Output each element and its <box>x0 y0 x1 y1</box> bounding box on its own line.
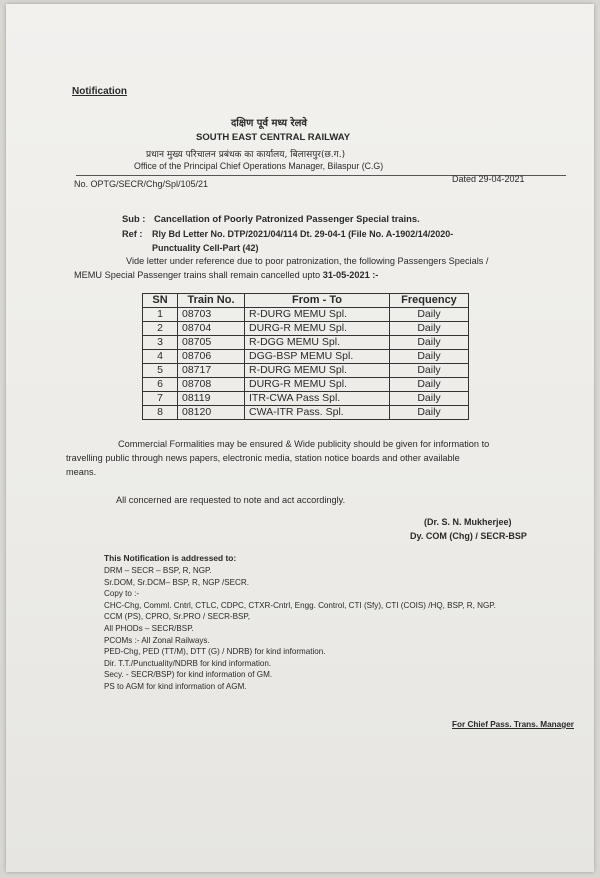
reference-number: No. OPTG/SECR/Chg/Spl/105/21 <box>74 179 209 189</box>
cell-frequency: Daily <box>390 336 469 350</box>
cell-frequency: Daily <box>390 406 469 420</box>
footer-signature-line: For Chief Pass. Trans. Manager <box>452 720 574 729</box>
publicity-line-3-text: means. <box>66 467 97 477</box>
table-row <box>143 378 469 392</box>
intro-line-1: Vide letter under reference due to poor patronization, the following Passengers Specials / <box>126 256 489 266</box>
ref-label: Ref : <box>122 229 143 239</box>
subject-text: Cancellation of Poorly Patronized Passenger Special trains. <box>154 213 420 224</box>
cell-frequency: Daily <box>390 322 469 336</box>
cell-from-to: CWA-ITR Pass. Spl. <box>245 406 390 420</box>
header-train-no: Train No. <box>178 294 245 308</box>
cell-train-no: 08705 <box>178 336 245 350</box>
cell-from-to: R-DURG MEMU Spl. <box>245 308 390 322</box>
intro-line-2-text: MEMU Special Passenger trains shall remain cancelled upto <box>74 270 323 280</box>
cell-from-to: DGG-BSP MEMU Spl. <box>245 350 390 364</box>
cell-frequency: Daily <box>390 378 469 392</box>
list-item: DRM – SECR – BSP, R, NGP. <box>104 566 212 575</box>
addressed-to-heading: This Notification is addressed to: <box>104 553 237 563</box>
header-frequency: Frequency <box>390 294 469 308</box>
cell-from-to: ITR-CWA Pass Spl. <box>245 392 390 406</box>
document-page <box>6 4 594 872</box>
notification-heading: Notification <box>72 86 127 97</box>
cell-frequency: Daily <box>390 392 469 406</box>
list-item: Copy to :- <box>104 589 140 599</box>
cell-frequency: Daily <box>390 350 469 364</box>
cell-train-no: 08717 <box>178 364 245 378</box>
ref-line-2: Punctuality Cell-Part (42) <box>152 243 259 253</box>
cell-train-no: 08706 <box>178 350 245 364</box>
office-name-english: Office of the Principal Chief Operations Manager, Bilaspur (C.G) <box>134 161 384 171</box>
table-row <box>143 308 469 322</box>
list-item: Dir. T.T./Punctuality/NDRB for kind information. <box>104 658 272 668</box>
document-date: Dated 29-04-2021 <box>452 174 525 184</box>
cell-frequency: Daily <box>390 364 469 378</box>
cell-sn: 6 <box>143 378 178 392</box>
cell-from-to: R-DURG MEMU Spl. <box>245 364 390 378</box>
intro-line-2 <box>74 268 378 282</box>
table-row <box>143 364 469 378</box>
table-header-row <box>143 294 469 308</box>
cell-sn: 5 <box>143 364 178 378</box>
list-item: PED-Chg, PED (TT/M), DTT (G) / NDRB) for kind information. <box>104 647 326 657</box>
list-item: Sr.DOM, Sr.DCM– BSP, R, NGP /SECR. <box>104 577 249 587</box>
cell-train-no: 08119 <box>178 392 245 406</box>
cell-train-no: 08708 <box>178 378 245 392</box>
header-from-to: From - To <box>245 294 390 308</box>
publicity-line-1: Commercial Formalities may be ensured & Wide publicity should be given for information to <box>118 439 490 449</box>
table-row <box>143 322 469 336</box>
header-sn: SN <box>143 294 178 308</box>
cell-from-to: DURG-R MEMU Spl. <box>245 378 390 392</box>
table-row <box>143 406 469 420</box>
table-row <box>143 392 469 406</box>
cell-frequency: Daily <box>390 308 469 322</box>
list-item: PS to AGM for kind information of AGM. <box>104 681 247 691</box>
railway-name-hindi: दक्षिण पूर्व मध्य रेलवे <box>231 118 307 129</box>
list-item: Secy. - SECR/BSP) for kind information of GM. <box>104 670 273 680</box>
list-item: CHC-Chg, Comml. Cntrl, CTLC, CDPC, CTXR-Cntrl, Engg. Control, CTI (Sfy), CTI (COIS) /HQ, BSP, R, NGP. <box>104 600 496 610</box>
railway-name-english: SOUTH EAST CENTRAL RAILWAY <box>196 132 351 143</box>
subject-label: Sub : <box>122 213 146 224</box>
signatory-designation: Dy. COM (Chg) / SECR-BSP <box>410 531 527 541</box>
cancel-until-date: 31-05-2021 :- <box>322 270 379 280</box>
cell-train-no: 08704 <box>178 322 245 336</box>
cell-train-no: 08120 <box>178 406 245 420</box>
cell-from-to: DURG-R MEMU Spl. <box>245 322 390 336</box>
cell-from-to: R-DGG MEMU Spl. <box>245 336 390 350</box>
list-item: CCM (PS), CPRO, Sr.PRO / SECR-BSP, <box>104 612 251 622</box>
cell-sn: 1 <box>143 308 178 322</box>
cell-sn: 3 <box>143 336 178 350</box>
signatory-name: (Dr. S. N. Mukherjee) <box>424 517 512 527</box>
cell-sn: 4 <box>143 350 178 364</box>
cell-train-no: 08703 <box>178 308 245 322</box>
ref-line-1: Rly Bd Letter No. DTP/2021/04/114 Dt. 29-04-1 (File No. A-1902/14/2020- <box>152 229 454 239</box>
cell-sn: 2 <box>143 322 178 336</box>
cell-sn: 7 <box>143 392 178 406</box>
table-row <box>143 350 469 364</box>
distribution-list <box>104 565 496 693</box>
publicity-line-2: travelling public through news papers, electronic media, station notice boards and other available <box>66 453 460 463</box>
list-item: All PHODs – SECR/BSP. <box>104 623 194 633</box>
table-row <box>143 336 469 350</box>
office-name-hindi: प्रधान मुख्य परिचालन प्रबंधक का कार्यालय, बिलासपुर(छ.ग.) <box>146 150 346 160</box>
list-item: PCOMs :- All Zonal Railways. <box>104 635 210 645</box>
cancelled-trains-table <box>142 293 469 420</box>
cell-sn: 8 <box>143 406 178 420</box>
note-and-act-line: All concerned are requested to note and act accordingly. <box>116 495 346 505</box>
